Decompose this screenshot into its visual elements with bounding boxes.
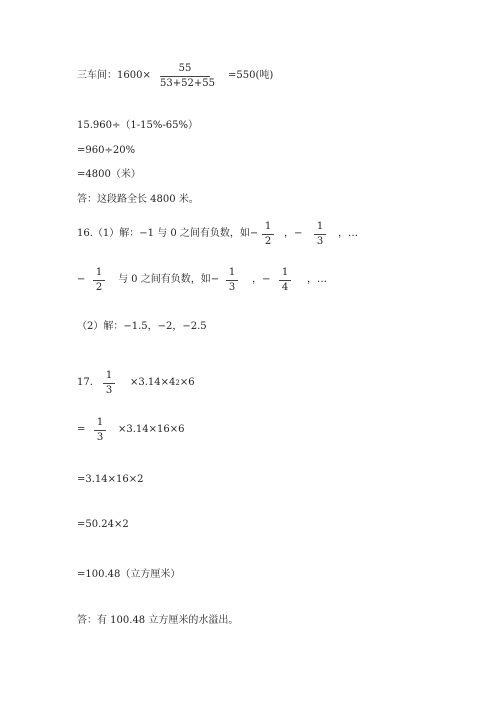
fraction-numerator: 1 — [105, 370, 113, 381]
q17-line4: =50.24×2 — [77, 519, 129, 530]
fraction-bar — [93, 280, 105, 281]
q17-answer: 答：有 100.48 立方厘米的水溢出。 — [77, 615, 239, 626]
q17-exponent: 2 — [175, 379, 180, 387]
fraction-denominator: 3 — [228, 282, 236, 293]
q17-line5: =100.48（立方厘米） — [77, 569, 181, 580]
fraction-bar — [103, 383, 115, 384]
q15-line1: 15.960÷（1-15%-65%） — [77, 120, 198, 131]
q15-line3: =4800（米） — [77, 169, 141, 180]
fraction-denominator: 3 — [316, 236, 324, 247]
fraction-denominator: 2 — [95, 282, 103, 293]
fraction-numerator: 1 — [95, 267, 103, 278]
fraction-bar — [314, 234, 326, 235]
fraction-numerator: 1 — [228, 267, 236, 278]
fraction-denominator: 3 — [105, 385, 113, 396]
q17-fraction-1 — [103, 370, 115, 397]
q17-expr1-post: ×6 — [179, 377, 195, 388]
q17-eq2: = — [77, 424, 86, 435]
fraction-bar — [94, 430, 106, 431]
q17-fraction-2 — [94, 417, 106, 444]
q16-line2-prefix: − — [77, 274, 86, 285]
q16-fraction-c — [93, 267, 105, 294]
q16-sep-a: ，− — [284, 228, 303, 239]
q16-line2-mid: 与 0 之间有负数，如− — [118, 274, 220, 285]
fraction-bar — [279, 280, 291, 281]
q15-line2: =960÷20% — [77, 145, 136, 156]
q17-number: 17. — [77, 377, 93, 388]
q16-tail-a: ，… — [338, 228, 358, 239]
q16-sep-b: ，− — [252, 274, 271, 285]
q16-fraction-d — [226, 267, 238, 294]
fraction-denominator: 53+52+55 — [160, 78, 215, 89]
fraction-bar — [160, 76, 210, 77]
q16-fraction-e — [279, 267, 291, 294]
fraction-denominator: 2 — [264, 236, 272, 247]
q17-expr1 — [130, 377, 195, 389]
q16-part1-intro: 16.（1）解：−1 与 0 之间有负数，如− — [77, 228, 259, 239]
q15-answer: 答：这段路全长 4800 米。 — [77, 194, 199, 205]
fraction-numerator: 1 — [264, 221, 272, 232]
q16-part2: （2）解：−1.5，−2，−2.5 — [77, 321, 207, 332]
q17-line3: =3.14×16×2 — [77, 474, 144, 485]
fraction-numerator: 1 — [96, 417, 104, 428]
q14-fraction — [160, 63, 215, 90]
fraction-numerator: 1 — [281, 267, 289, 278]
fraction-denominator: 3 — [96, 432, 104, 443]
q17-expr1-pre: ×3.14×4 — [130, 377, 176, 388]
q14-suffix: =550(吨) — [228, 70, 274, 81]
fraction-bar — [262, 234, 274, 235]
q14-prefix: 三车间：1600× — [77, 70, 151, 81]
fraction-numerator: 55 — [178, 63, 192, 74]
fraction-numerator: 1 — [316, 221, 324, 232]
q17-expr2: ×3.14×16×6 — [118, 424, 185, 435]
fraction-denominator: 4 — [281, 282, 289, 293]
q16-fraction-a — [262, 221, 274, 248]
q16-tail-b: ，… — [307, 274, 327, 285]
fraction-bar — [226, 280, 238, 281]
q16-fraction-b — [314, 221, 326, 248]
